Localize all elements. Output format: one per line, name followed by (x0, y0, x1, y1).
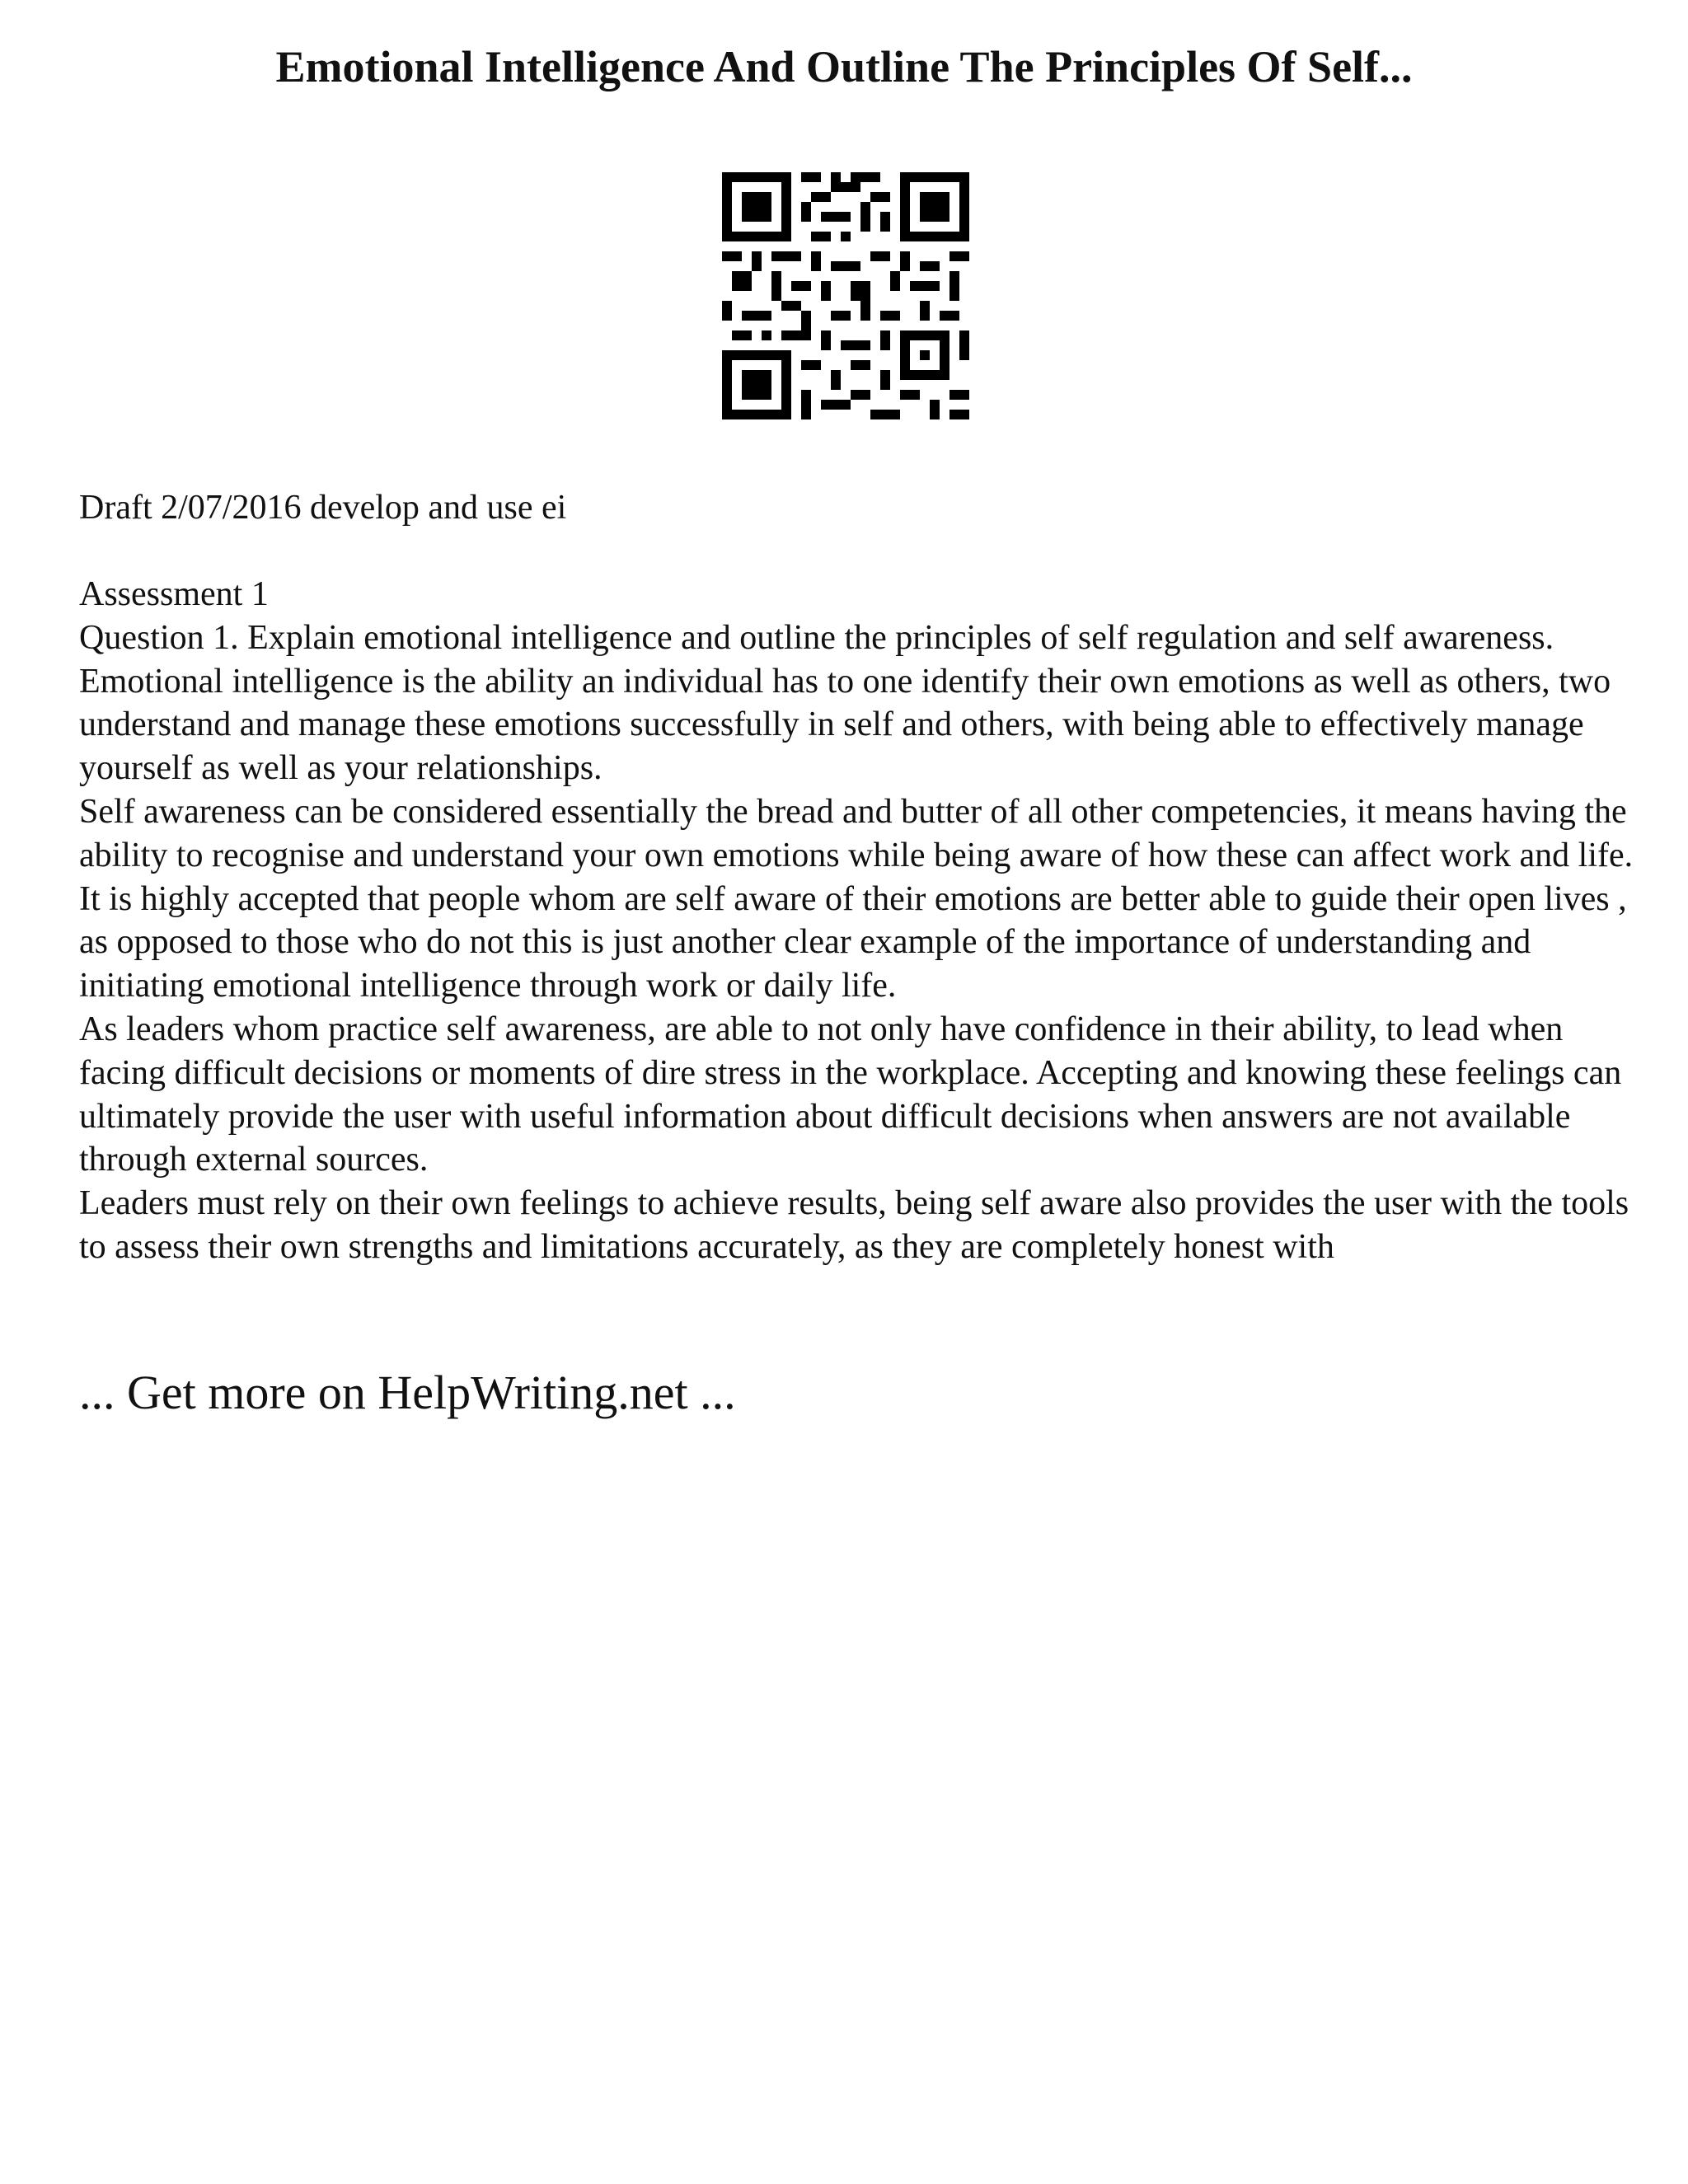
question-text: Question 1. Explain emotional intelligence and outline the principles of self regulation and self awareness. (79, 618, 1554, 657)
qr-code-icon (722, 172, 969, 419)
paragraph-self-awareness: Self awareness can be considered essentially the bread and butter of all other competencies, it means having the ability to recognise and understand your own emotions while being aware of how these can affect work and life. It is highly accepted that people whom are self aware of their emotions are better able to guide their open lives , as opposed to those who do not this is just another clear example of the importance of understanding and initiating emotional intelligence through work or daily life. (79, 792, 1634, 1005)
draft-line: Draft 2/07/2016 develop and use ei (79, 489, 567, 527)
assessment-heading: Assessment 1 (79, 575, 269, 613)
assessment-body (79, 573, 1645, 1269)
page-title: Emotional Intelligence And Outline The Principles Of Self... (275, 42, 1413, 91)
paragraph-leaders-rely: Leaders must rely on their own feelings to achieve results, being self aware also provides the user with the tools to assess their own strengths and limitations accurately, as they are completely honest with (79, 1184, 1629, 1266)
paragraph-leaders-practice: As leaders whom practice self awareness, are able to not only have confidence in their ability, to lead when facing difficult decisions or moments of dire stress in the workplace. Accepting and knowing these feelings can ultimately provide the user with useful information about difficult decisions when answers are not available through external sources. (79, 1010, 1622, 1179)
get-more-link[interactable]: ... Get more on HelpWriting.net ... (79, 1366, 736, 1419)
paragraph-emotional-intelligence: Emotional intelligence is the ability an individual has to one identify their own emotions as well as others, two understand and manage these emotions successfully in self and others, with being able to effectively manage yourself as well as your relationships. (79, 662, 1611, 788)
